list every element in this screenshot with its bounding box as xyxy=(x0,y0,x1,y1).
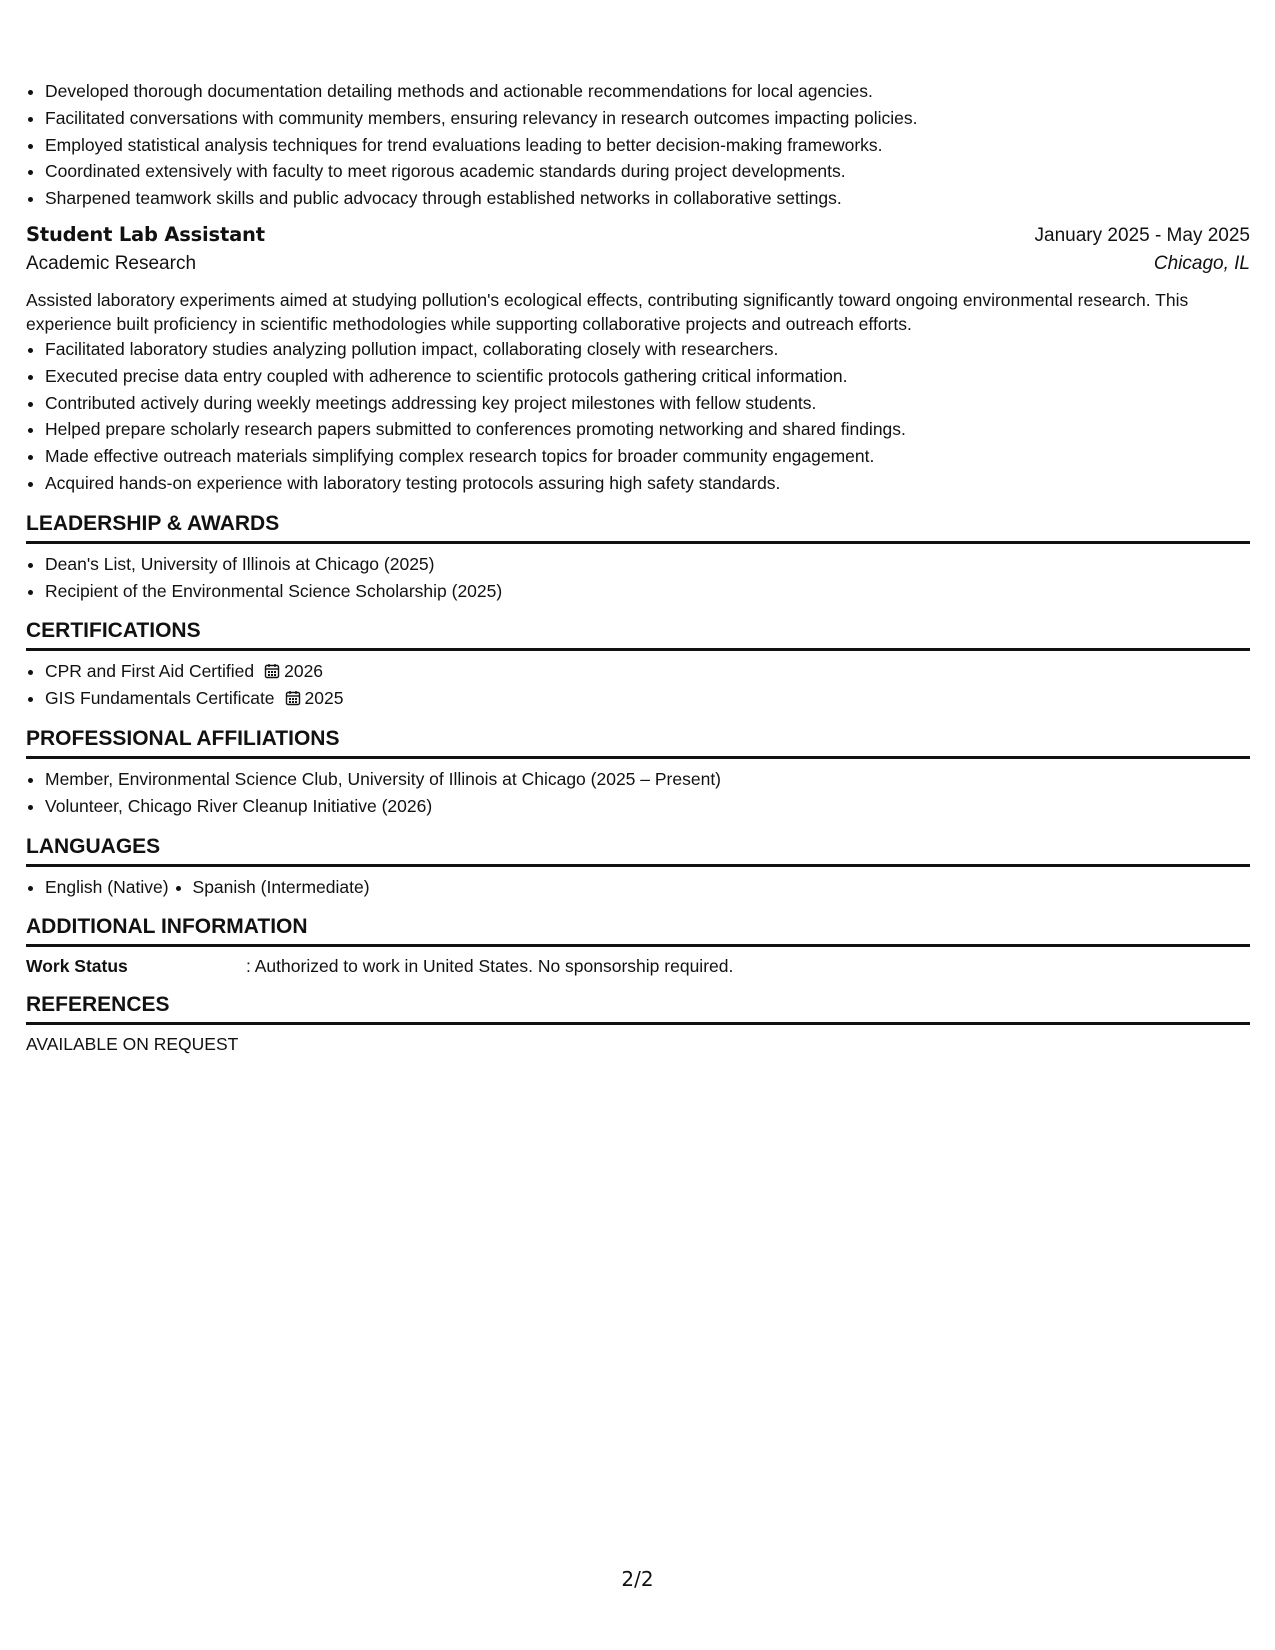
work-status-value: : Authorized to work in United States. No sponsorship required. xyxy=(246,956,734,977)
certifications-list xyxy=(26,658,1250,712)
certification-name: CPR and First Aid Certified xyxy=(45,661,255,682)
list-item: • Helped prepare scholarly research papers submitted to conferences promoting networking and shared findings. xyxy=(45,416,1250,443)
certification-item xyxy=(45,658,1250,685)
job-description: Assisted laboratory experiments aimed at studying pollution's ecological effects, contributing significantly toward ongoing environmental research. This experience built proficiency in scientific methodologies while supporting collaborative projects and outreach efforts. xyxy=(26,289,1189,334)
work-status-row xyxy=(26,954,1250,978)
job-title: Student Lab Assistant xyxy=(26,222,265,246)
list-item: • Volunteer, Chicago River Cleanup Initiative (2026) xyxy=(45,793,1250,820)
section-heading: REFERENCES xyxy=(26,992,1250,1025)
list-item: • Recipient of the Environmental Science Scholarship (2025) xyxy=(45,578,1250,605)
calendar-icon xyxy=(264,663,280,679)
languages-list xyxy=(26,874,1250,901)
section-heading: CERTIFICATIONS xyxy=(26,618,1250,651)
section-heading: LEADERSHIP & AWARDS xyxy=(26,511,1250,544)
list-item: • Developed thorough documentation detailing methods and actionable recommendations for local agencies. xyxy=(45,78,1250,105)
affiliations-section xyxy=(26,726,1250,820)
list-item: • Facilitated laboratory studies analyzing pollution impact, collaborating closely with researchers. xyxy=(45,336,1250,363)
references-section xyxy=(26,992,1250,1056)
list-item: • Member, Environmental Science Club, University of Illinois at Chicago (2025 – Present) xyxy=(45,766,1250,793)
list-item: • Coordinated extensively with faculty to meet rigorous academic standards during project developments. xyxy=(45,158,1250,185)
certification-name: GIS Fundamentals Certificate xyxy=(45,688,275,709)
work-status-label: Work Status xyxy=(26,956,128,977)
leadership-section xyxy=(26,511,1250,605)
list-item: • Made effective outreach materials simplifying complex research topics for broader community engagement. xyxy=(45,443,1250,470)
section-heading: ADDITIONAL INFORMATION xyxy=(26,914,1250,947)
languages-section xyxy=(26,834,1250,901)
list-item: • Dean's List, University of Illinois at Chicago (2025) xyxy=(45,551,1250,578)
job-location: Chicago, IL xyxy=(1153,252,1250,274)
leadership-list xyxy=(26,551,1250,605)
previous-job-bullet-list xyxy=(26,78,1250,212)
language-item: • Spanish (Intermediate) xyxy=(193,874,370,901)
list-item: • Acquired hands-on experience with laboratory testing protocols assuring high safety standards. xyxy=(45,470,1250,497)
job-organization: Academic Research xyxy=(26,252,197,274)
additional-info-section xyxy=(26,914,1250,978)
certification-item xyxy=(45,685,1250,712)
job-subheader xyxy=(26,253,1250,286)
section-heading: PROFESSIONAL AFFILIATIONS xyxy=(26,726,1250,759)
language-item: • English (Native) xyxy=(45,874,169,901)
certification-year: 2025 xyxy=(304,688,344,709)
references-text: AVAILABLE ON REQUEST xyxy=(26,1034,239,1055)
certification-year: 2026 xyxy=(284,661,324,682)
page-number: 2/2 xyxy=(621,1567,654,1591)
calendar-icon xyxy=(285,690,301,706)
list-item: • Executed precise data entry coupled with adherence to scientific protocols gathering critical information. xyxy=(45,363,1250,390)
job-bullet-list xyxy=(26,336,1250,497)
list-item: • Contributed actively during weekly meetings addressing key project milestones with fellow students. xyxy=(45,390,1250,417)
job-dates: January 2025 - May 2025 xyxy=(1034,224,1250,246)
resume-page xyxy=(26,78,1250,1056)
certifications-section xyxy=(26,618,1250,712)
job-header xyxy=(26,223,1250,253)
section-heading: LANGUAGES xyxy=(26,834,1250,867)
list-item: • Sharpened teamwork skills and public advocacy through established networks in collaborative settings. xyxy=(45,185,1250,212)
list-item: • Facilitated conversations with community members, ensuring relevancy in research outcomes impacting policies. xyxy=(45,105,1250,132)
list-item: • Employed statistical analysis techniques for trend evaluations leading to better decision-making frameworks. xyxy=(45,132,1250,159)
affiliations-list xyxy=(26,766,1250,820)
